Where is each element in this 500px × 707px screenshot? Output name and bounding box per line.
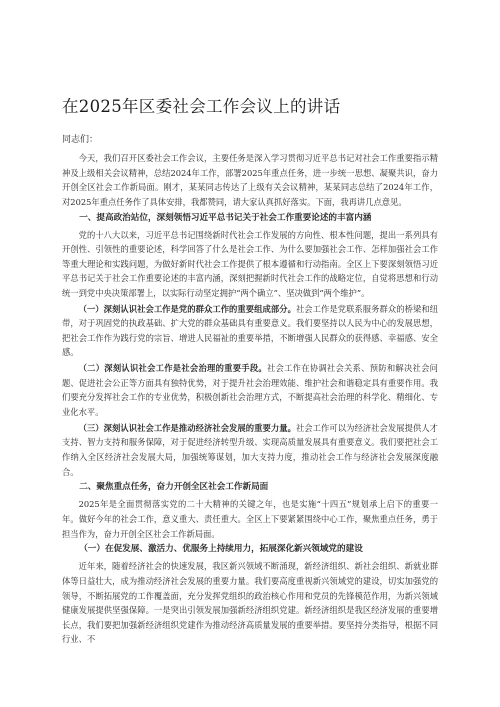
point-title-3: （三）深刻认识社会工作是推动经济社会发展的重要力量。 [78, 422, 296, 433]
section-heading-1: 一、提高政治站位，深刻领悟习近平总书记关于社会工作重要论述的丰富内涵 [79, 212, 372, 223]
point-text-2: 社会工作在协调社会关系、预防和解决社会问题、促进社会公正等方面具有独特优势，对于提升社会治理效能、维护社会和谐稳定具有重要作用。我们要充分发挥社会工作的专业优势，积极创新社会治理方式，不断提高社会治理的科学化、精细化、专业化水平。 [62, 363, 438, 417]
section-heading-2: 二、聚焦重点任务，奋力开创全区社会工作新局面 [79, 482, 269, 493]
section2-paragraph: 2025年是全面贯彻落实党的二十大精神的关键之年，也是实施“十四五”规划承上启下的重要一年。做好今年的社会工作，意义重大、责任重大。全区上下要紧紧围绕中心工作，聚焦重点任务，勇于担当作为，奋力开创全区社会工作新局面。 [62, 499, 438, 539]
document-title: 在2025年区委社会工作会议上的讲话 [62, 97, 341, 116]
intro-paragraph: 今天，我们召开区委社会工作会议，主要任务是深入学习贯彻习近平总书记对社会工作重要指示精神及上级相关会议精神，总结2024年工作，部署2025年重点任务，进一步统一思想、凝聚共识，奋力开创全区社会工作新局面。刚才，某某同志传达了上级有关会议精神，某某同志总结了2024年工作，对2025年重点任务作了具体安排，我都赞同，请大家认真抓好落实。下面，我再讲几点意见。 [62, 153, 438, 207]
point-title-1: （一）深刻认识社会工作是党的群众工作的重要组成部分。 [78, 303, 296, 314]
point-paragraph-2 [62, 361, 438, 419]
salutation: 同志们： [62, 135, 99, 145]
section1-paragraph: 党的十八大以来，习近平总书记围绕新时代社会工作发展的方向性、根本性问题，提出一系列具有开创性、引领性的重要论述，科学回答了什么是社会工作、为什么要加强社会工作、怎样加强社会工作等重大理论和实践问题，为做好新时代社会工作提供了根本遵循和行动指南。全区上下要深刻领悟习近平总书记关于社会工作重要论述的丰富内涵，深刻把握新时代社会工作的战略定位，自觉将思想和行动统一到党中央决策部署上，以实际行动坚定拥护“两个确立”、坚决做到“两个维护”。 [62, 229, 438, 298]
point-heading-4: （一）在促发展、激活力、优服务上持续用力，拓展深化新兴领域党的建设 [79, 544, 363, 555]
document-body [62, 151, 438, 648]
point-paragraph-3 [62, 421, 438, 479]
point-text-3: 社会工作可以为经济社会发展提供人才支持、智力支持和服务保障，对于促进经济转型升级、实现高质量发展具有重要意义。我们要把社会工作纳入全区经济社会发展大局，加强统筹谋划，加大支持力度，推动社会工作与经济社会发展深度融合。 [62, 422, 438, 477]
point-text-1: 社会工作是党联系服务群众的桥梁和纽带，对于巩固党的执政基础、扩大党的群众基础具有重要意义。我们要坚持以人民为中心的发展思想，把社会工作作为践行党的宗旨、增进人民福祉的重要举措，不断增强人民群众的获得感、幸福感、安全感。 [62, 303, 438, 358]
point-title-2: （二）深刻认识社会工作是社会治理的重要手段。 [78, 363, 267, 374]
point-paragraph-1 [62, 302, 438, 360]
point-text-4: 近年来，随着经济社会的快速发展，我区新兴领域不断涌现，新经济组织、新社会组织、新就业群体等日益壮大，成为推动经济社会发展的重要力量。我们要高度重视新兴领域党的建设，切实加强党的领导，不断拓展党的工作覆盖面，充分发挥党组织的政治核心作用和党员的先锋模范作用，为新兴领域健康发展提供坚强保障。一是突出引领发展加强新经济组织党建。新经济组织是我区经济发展的重要增长点，我们要把加强新经济组织党建作为推动经济高质量发展的重要举措。要坚持分类指导，根据不同行业、不 [62, 561, 438, 645]
